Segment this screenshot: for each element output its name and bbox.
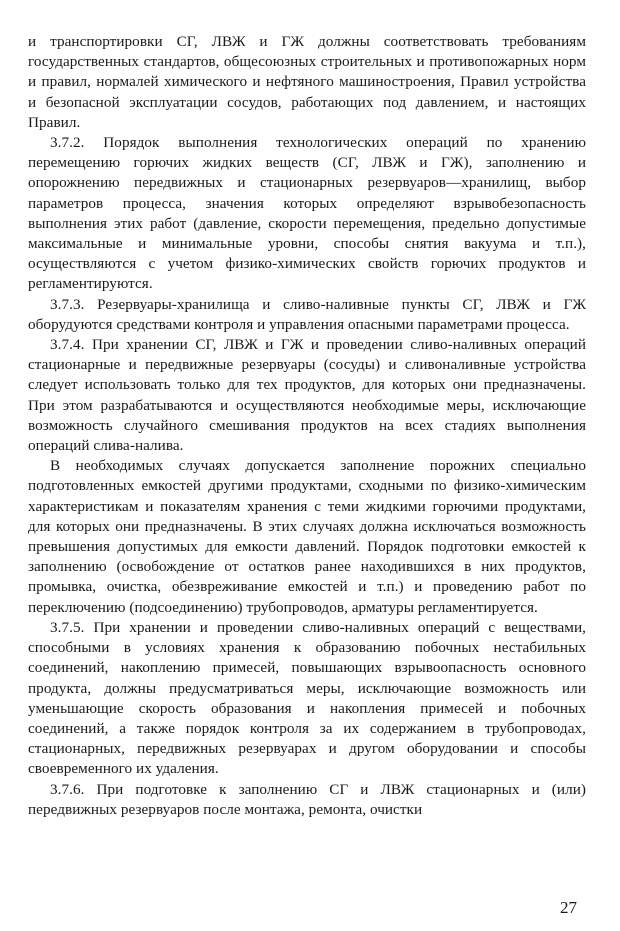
paragraph-continuation: и транспортировки СГ, ЛВЖ и ГЖ должны соответствовать требованиям государственных стандартов, общесоюзных строительных и противопожарных норм и правил, нормалей химического и нефтяного машиностроения, Правил устройства и безопасной эксплуатации сосудов, работающих под давлением, и настоящих Правил. — [28, 33, 586, 131]
paragraph-special-cases: В необходимых случаях допускается заполнение порожних специально подготовленных емкостей другими продуктами, сходными по физико-химическим характеристикам и показателям хранения с теми жидкими горючими продуктами, для которых они предназначены. В этих случаях должна исключаться возможность превышения допустимых для емкости давлений. Порядок подготовки емкостей к заполнению (освобождение от остатков ранее находившихся в них продуктов, промывка, очистка, обезвреживание емкостей и т.п.) и проведению работ по переключению (подсоединению) трубопроводов, арматуры регламентируется. — [28, 457, 586, 616]
paragraph-3-7-4: 3.7.4. При хранении СГ, ЛВЖ и ГЖ и проведении сливо-наливных операций стационарные и передвижные резервуары (сосуды) и сливоналивные устройства следует использовать только для тех продуктов, для которых они предназначены. При этом разрабатываются и осуществляются необходимые меры, исключающие возможность случайного смешивания продуктов на всех стадиях выполнения операций слива-налива. — [28, 336, 586, 455]
page-number: 27 — [560, 898, 577, 917]
paragraph-3-7-5: 3.7.5. При хранении и проведении сливо-наливных операций с веществами, способными в условиях хранения к образованию побочных нестабильных соединений, накоплению примесей, повышающих взрывоопасность основного продукта, должны предусматриваться меры, исключающие возможность или уменьшающие скорость образования и накопления примесей и побочных соединений, а также порядок контроля за их содержанием в трубопроводах, стационарных, передвижных резервуарах и другом оборудовании и способы своевременного их удаления. — [28, 618, 586, 778]
paragraph-3-7-2: 3.7.2. Порядок выполнения технологических операций по хранению перемещению горючих жидких веществ (СГ, ЛВЖ и ГЖ), заполнению и опорожнению передвижных и стационарных резервуаров—хранилищ, выбор параметров процесса, значения которых определяют взрывобезопасность выполнения этих работ (давление, скорости перемещения, предельно допустимые максимальные и минимальные уровни, способы снятия вакуума и т.п.), осуществляются с учетом физико-химических свойств горючих продуктов и регламентируются. — [28, 134, 586, 293]
paragraph-3-7-3: 3.7.3. Резервуары-хранилища и сливо-наливные пункты СГ, ЛВЖ и ГЖ оборудуются средствами контроля и управления опасными параметрами процесса. — [28, 295, 586, 333]
paragraph-3-7-6: 3.7.6. При подготовке к заполнению СГ и ЛВЖ стационарных и (или) передвижных резервуаров после монтажа, ремонта, очистки — [28, 780, 586, 818]
document-page — [28, 32, 586, 820]
